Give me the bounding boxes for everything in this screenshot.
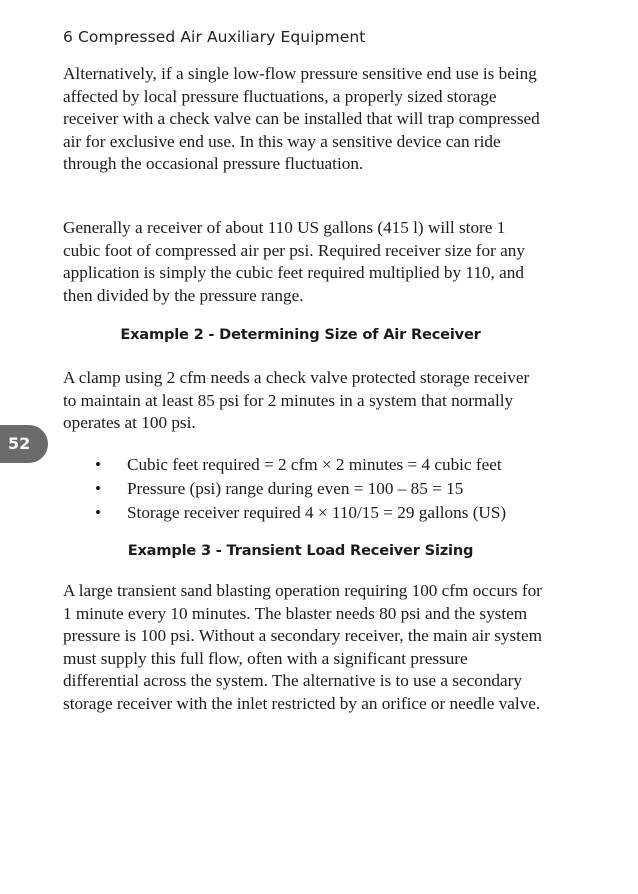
heading-example-3: Example 3 - Transient Load Receiver Sizing: [127, 542, 474, 559]
bullet-icon: •: [95, 479, 102, 498]
heading-example-2: Example 2 - Determining Size of Air Receiver: [120, 326, 481, 343]
list-item: [95, 501, 506, 525]
bullet-text: Cubic feet required = 2 cfm × 2 minutes = 4 cubic feet: [127, 455, 502, 474]
paragraph-pressure-sensitive-end-use: Alternatively, if a single low-flow pressure sensitive end use is being affected by local pressure fluctuations, a properly sized storage receiver with a check valve can be installed that will trap compressed air for exclusive end use. In this way a sensitive device can ride through the occasional pressure fluctuation.: [63, 64, 540, 174]
paragraph-clamp-example: A clamp using 2 cfm needs a check valve protected storage receiver to maintain at least 85 psi for 2 minutes in a system that normally operates at 100 psi.: [63, 368, 530, 433]
paragraph-receiver-size-rule: Generally a receiver of about 110 US gallons (415 l) will store 1 cubic foot of compressed air per psi. Required receiver size for any application is simply the cubic feet required multiplied by 110, and then divided by the pressure range.: [63, 218, 525, 305]
page-number: 52: [8, 434, 31, 453]
bullet-icon: •: [95, 455, 102, 474]
list-item: [95, 477, 506, 501]
bullet-text: Storage receiver required 4 × 110/15 = 29 gallons (US): [127, 503, 507, 522]
page-number-tab: [0, 425, 48, 463]
running-head: 6 Compressed Air Auxiliary Equipment: [63, 28, 366, 46]
bullet-icon: •: [95, 503, 102, 522]
calculation-bullet-list: [95, 453, 506, 525]
list-item: [95, 453, 506, 477]
bullet-text: Pressure (psi) range during even = 100 – 85 = 15: [127, 479, 464, 498]
paragraph-transient-load-example: A large transient sand blasting operation requiring 100 cfm occurs for 1 minute every 10 minutes. The blaster needs 80 psi and the system pressure is 100 psi. Without a secondary receiver, the main air system must supply this full flow, often with a significant pressure differential across the system. The alternative is to use a secondary storage receiver with the inlet restricted by an orifice or needle valve.: [63, 581, 542, 713]
